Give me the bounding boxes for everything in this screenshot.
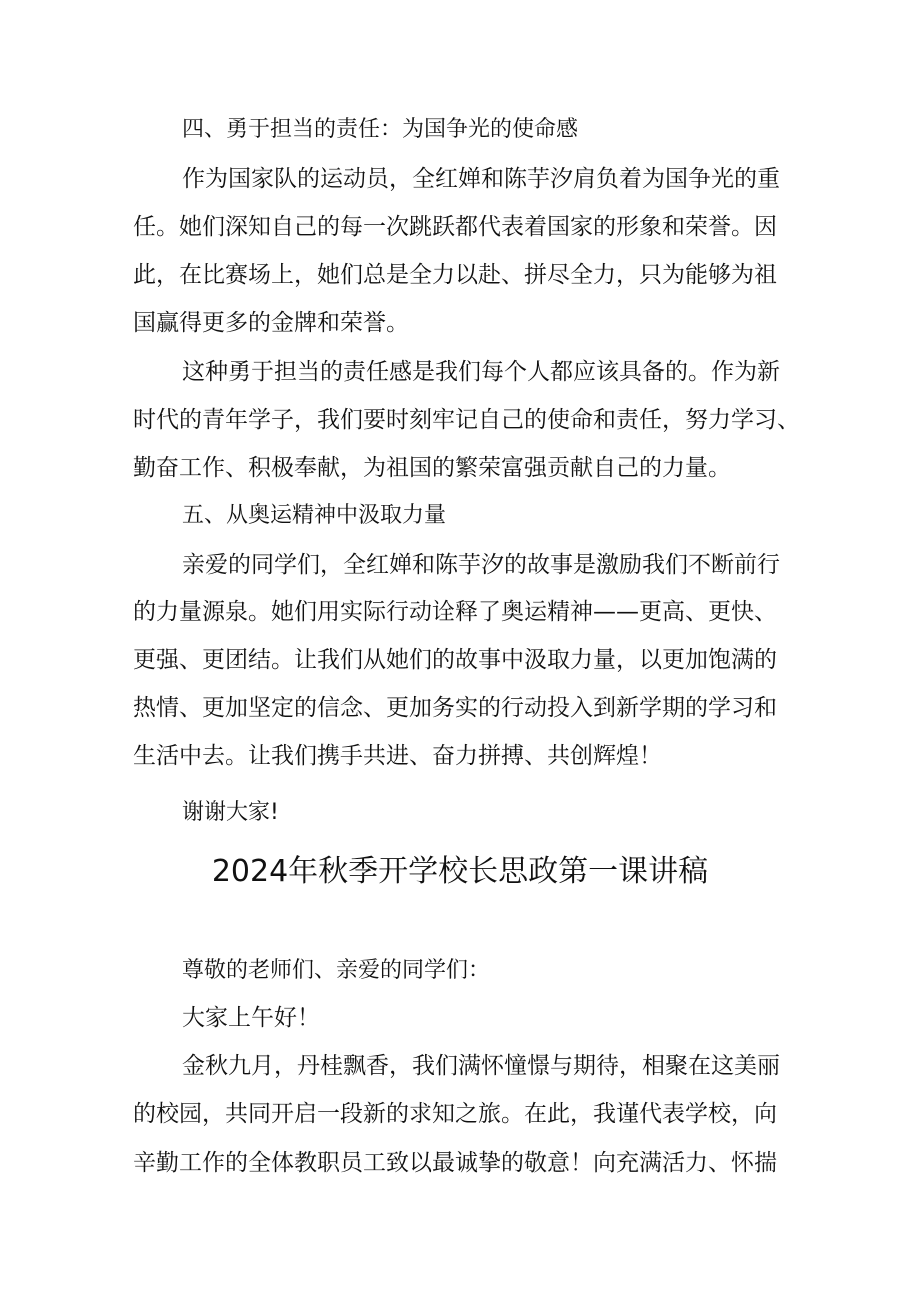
section-heading-5: 五、从奥运精神中汲取力量 <box>182 503 447 528</box>
section-heading-4: 四、勇于担当的责任：为国争光的使命感 <box>182 117 579 142</box>
paragraph-line: 更强、更团结。让我们从她们的故事中汲取力量，以更加饱满的 <box>133 647 777 673</box>
paragraph-line: 此，在比赛场上，她们总是全力以赴、拼尽全力，只为能够为祖 <box>133 262 777 288</box>
salutation: 尊敬的老师们、亲爱的同学们： <box>182 958 491 983</box>
paragraph-line: 勤奋工作、积极奉献，为祖国的繁荣富强贡献自己的力量。 <box>133 455 731 481</box>
closing-thanks: 谢谢大家! <box>182 800 279 825</box>
paragraph-line: 这种勇于担当的责任感是我们每个人都应该具备的。作为新 <box>182 359 780 385</box>
paragraph-line: 时代的青年学子，我们要时刻牢记自己的使命和责任，努力学习、 <box>133 407 800 433</box>
paragraph-line: 的校园，共同开启一段新的求知之旅。在此，我谨代表学校，向 <box>133 1101 777 1127</box>
paragraph-line: 作为国家队的运动员，全红婵和陈芋汐肩负着为国争光的重 <box>182 166 780 192</box>
paragraph-line: 国赢得更多的金牌和荣誉。 <box>133 310 409 336</box>
paragraph-line: 金秋九月，丹桂飘香，我们满怀憧憬与期待，相聚在这美丽 <box>182 1053 780 1079</box>
paragraph-line: 亲爱的同学们，全红婵和陈芋汐的故事是激励我们不断前行 <box>182 552 780 578</box>
greeting: 大家上午好！ <box>182 1005 320 1031</box>
paragraph-line: 热情、更加坚定的信念、更加务实的行动投入到新学期的学习和 <box>133 695 777 721</box>
speech-title: 2024年秋季开学校长思政第一课讲稿 <box>211 854 709 889</box>
paragraph-line: 任。她们深知自己的每一次跳跃都代表着国家的形象和荣誉。因 <box>133 214 777 240</box>
paragraph-line: 的力量源泉。她们用实际行动诠释了奥运精神——更高、更快、 <box>133 599 777 625</box>
paragraph-line: 辛勤工作的全体教职员工致以最诚挚的敬意！向充满活力、怀揣 <box>133 1150 777 1176</box>
paragraph-line: 生活中去。让我们携手共进、奋力拼搏、共创辉煌！ <box>133 743 662 769</box>
